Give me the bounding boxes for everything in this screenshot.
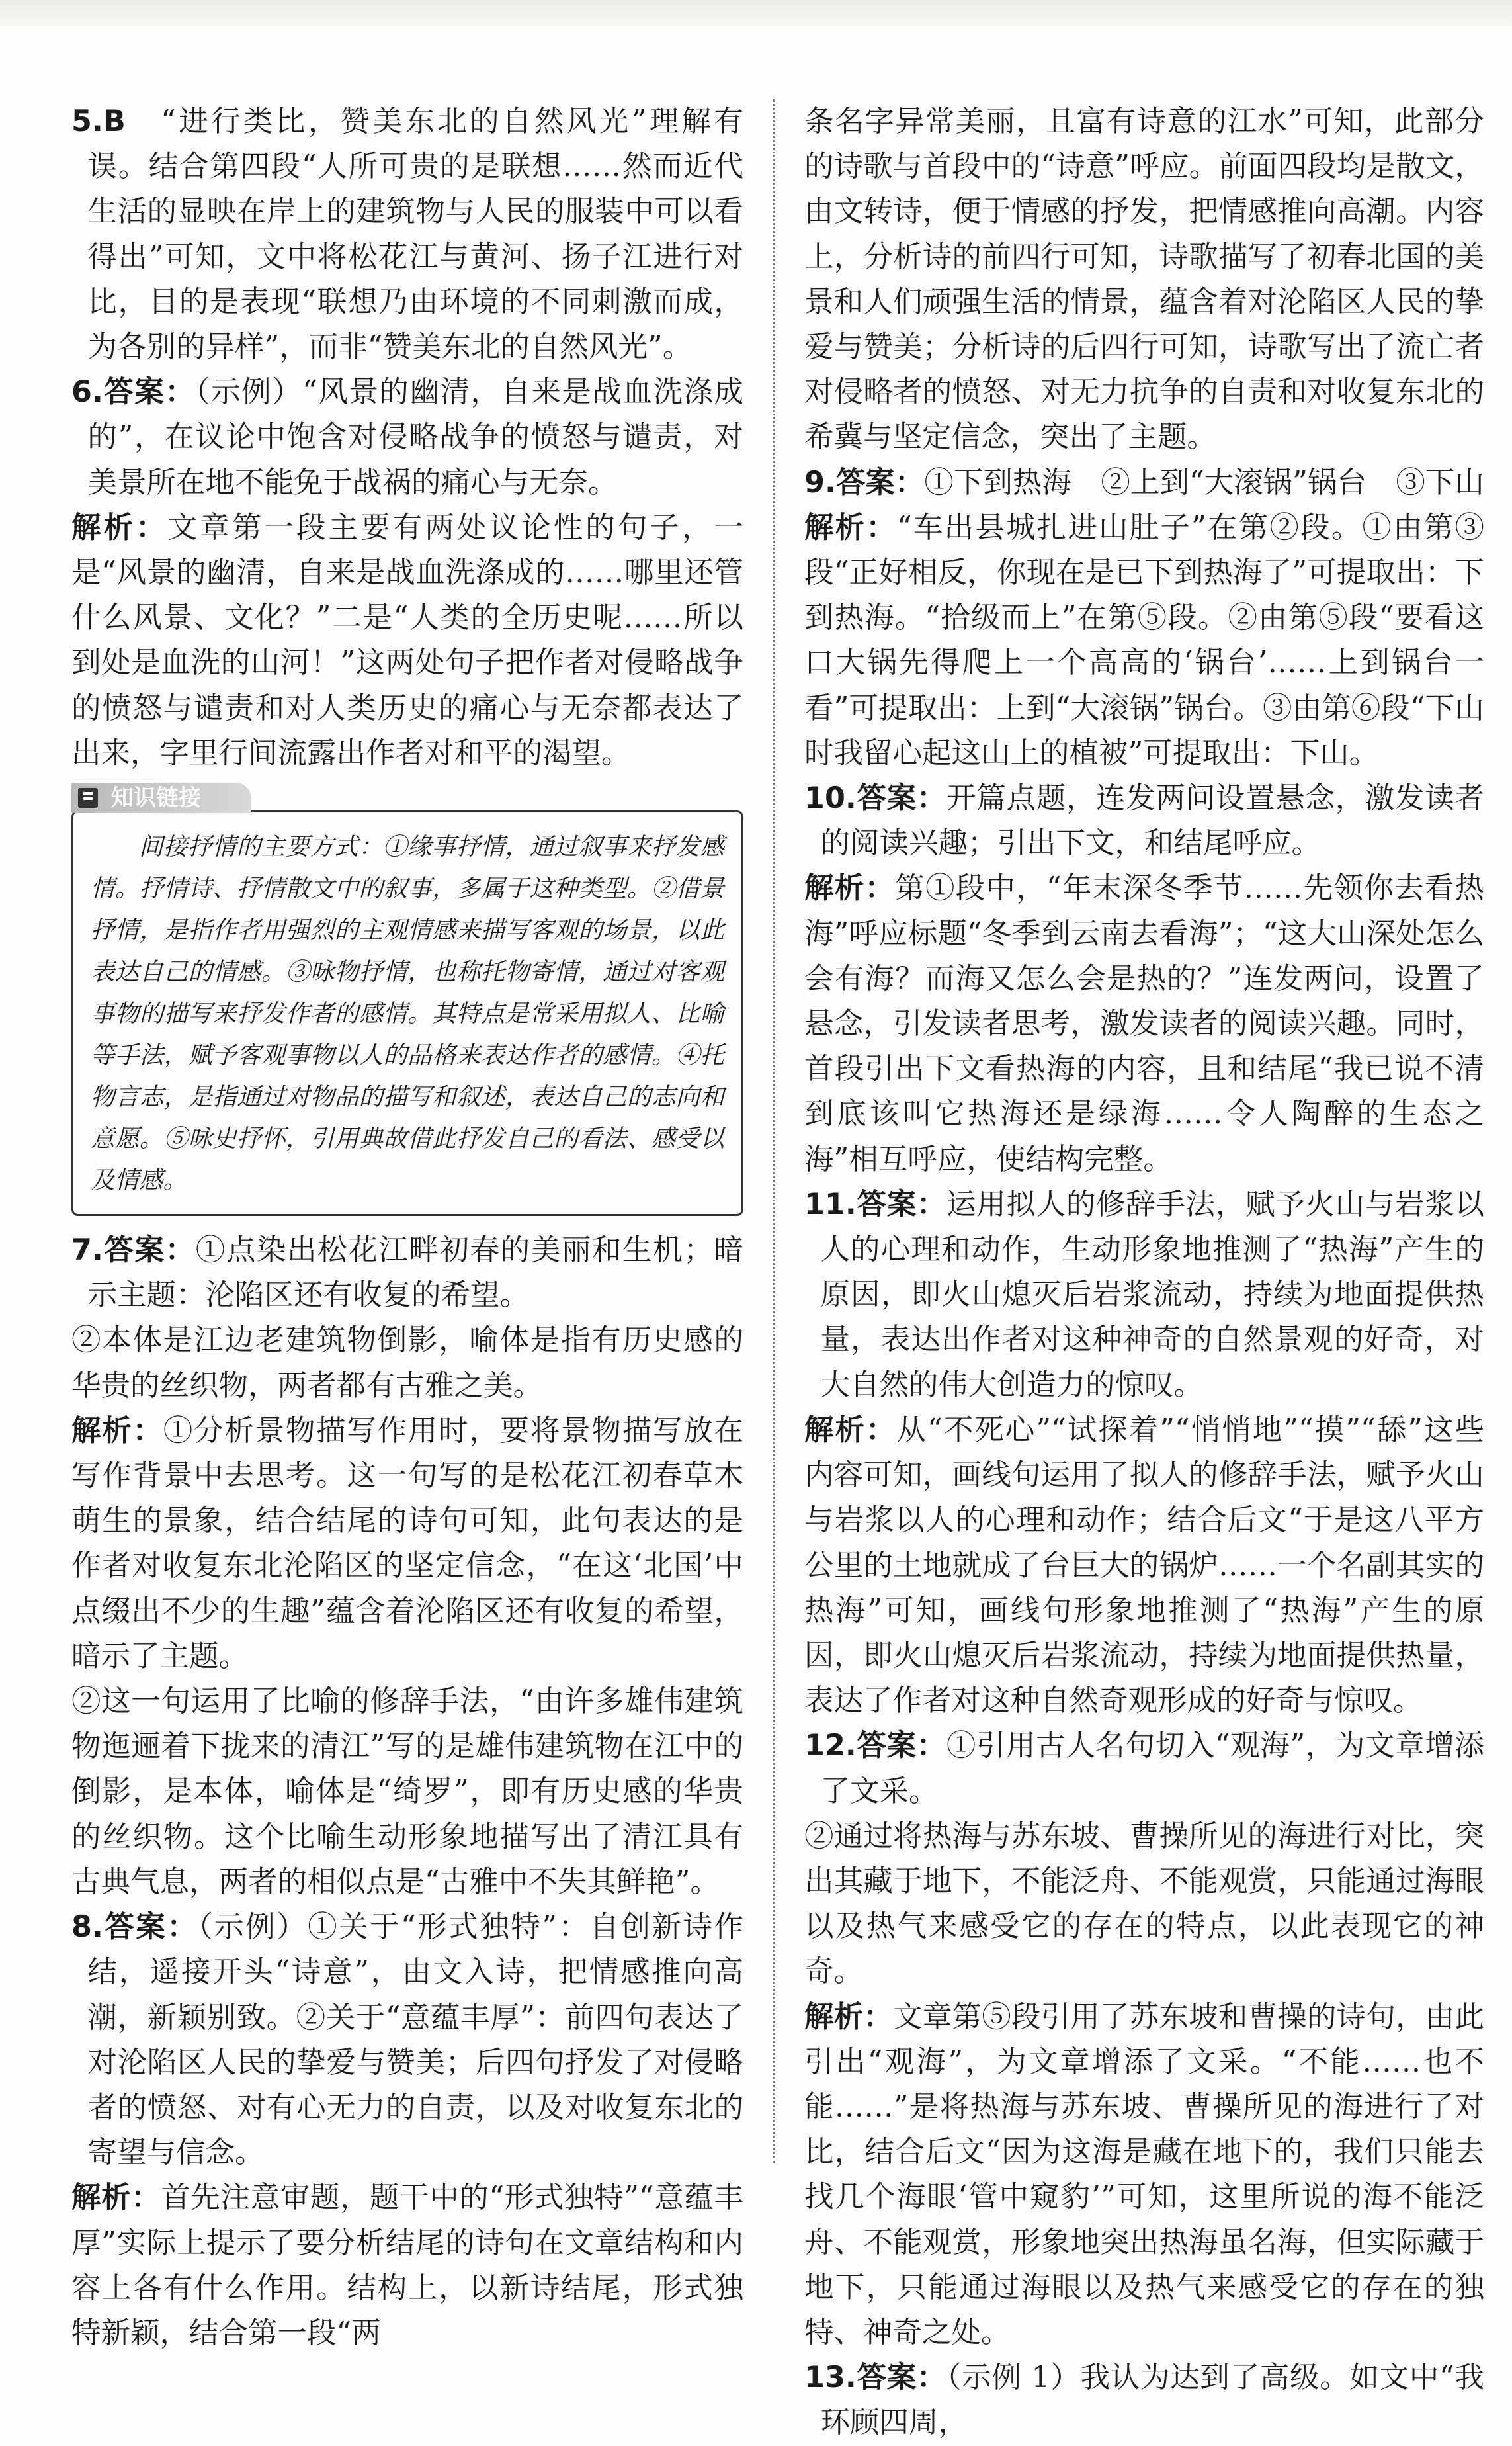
- analysis-7-part2: ②这一句运用了比喻的修辞手法，“由许多雄伟建筑物迤逦着下拢来的清江”写的是雄伟建筑物在江中的倒影，是本体，喻体是“绮罗”，即有历史感的华贵的丝织物。这个比喻生动形象地描写出了清江具有古典气息，两者的相似点是“古雅中不失其鲜艳”。: [71, 1684, 743, 1899]
- analysis-8-continued: 条名字异常美丽，且富有诗意的江水”可知，此部分的诗歌与首段中的“诗意”呼应。前面四段均是散文，由文转诗，便于情感的抒发，把情感推向高潮。内容上，分析诗的前四行可知，诗歌描写了初春北国的美景和人们顽强生活的情景，蕴含着对沦陷区人民的挚爱与赞美；分析诗的后四行可知，诗歌写出了流亡者对侵略者的愤怒、对无力抗争的自责和对收复东北的希冀与坚定信念，突出了主题。: [804, 105, 1484, 455]
- analysis-text: 首先注意审题，题干中的“形式独特”“意蕴丰厚”实际上提示了要分析结尾的诗句在文章结构和内容上各有什么作用。结构上，以新诗结尾，形式独特新颖，结合第一段“两: [71, 2181, 743, 2350]
- item-text: “进行类比，赞美东北的自然风光”理解有误。结合第四段“人所可贵的是联想……然而近代生活的显映在岸上的建筑物与人民的服装中可以看得出”可知，文中将松花江与黄河、扬子江进行对比，目的是表现“联想乃由环境的不同刺激而成，为各别的异样”，而非“赞美东北的自然风光”。: [87, 105, 743, 365]
- analysis-tag: 解析：: [804, 510, 898, 545]
- right-column: [804, 99, 1484, 2446]
- answer-item-8: [71, 1905, 743, 2175]
- item-number: 11.: [804, 1187, 857, 1221]
- answer-item-5: [71, 99, 743, 370]
- answer-text: （示例）“风景的幽清，自来是战血洗涤成的”，在议论中饱含对侵略战争的愤怒与谴责，对美景所在地不能免于战祸的痛心与无奈。: [87, 375, 743, 500]
- item-number: 9.: [804, 465, 836, 500]
- item-number: 5.: [71, 105, 103, 138]
- answer-tag: 答案：: [856, 2361, 947, 2395]
- answer-text: 运用拟人的修辞手法，赋予火山与岩浆以人的心理和动作，生动形象地推测了“热海”产生的原因，即火山熄灭后岩浆流动，持续为地面提供热量，表达出作者对这种神奇的自然景观的好奇，对大自然的伟大创造力的惊叹。: [820, 1187, 1484, 1402]
- answer-tag: 答案：: [103, 375, 196, 410]
- item-number: 13.: [804, 2361, 857, 2395]
- answer-item-10: [804, 776, 1484, 866]
- answer-tag: 答案：: [856, 1729, 946, 1763]
- analysis-text: ①分析景物描写作用时，要将景物描写放在写作背景中去思考。这一句写的是松花江初春草木萌生的景象，结合结尾的诗句可知，此句表达的是作者对收复东北沦陷区的坚定信念，“在这‘北国’中点缀出不少的生趣”蕴含着沦陷区还有收复的希望，暗示了主题。: [71, 1413, 743, 1673]
- choice-answer: B: [103, 105, 126, 138]
- top-scan-band: [0, 0, 1512, 26]
- analysis-text: 第①段中，“年末深冬季节……先领你去看热海”呼应标题“冬季到云南去看海”；“这大山深处怎么会有海？而海又怎么会是热的？”连发两问，设置了悬念，引发读者思考，激发读者的阅读兴趣。同时，首段引出下文看热海的内容，且和结尾“我已说不清到底该叫它热海还是绿海……令人陶醉的生态之海”相互呼应，使结构完整。: [804, 871, 1484, 1176]
- item-number: 7.: [71, 1233, 103, 1268]
- answer-item-11: [804, 1182, 1484, 1408]
- analysis-text: 文章第一段主要有两处议论性的句子，一是“风景的幽清，自来是战血洗涤成的……哪里还管什么风景、文化？”二是“人类的全历史呢……所以到处是血洗的山河！”这两处句子把作者对侵略战争的愤怒与谴责和对人类历史的痛心与无奈都表达了出来，字里行间流露出作者对和平的渴望。: [71, 510, 743, 770]
- item-number: 8.: [71, 1910, 103, 1944]
- analysis-tag: 解析：: [804, 1999, 894, 2034]
- knowledge-content: [71, 810, 743, 1216]
- answer-text: ①引用古人名句切入“观海”，为文章增添了文采。: [820, 1729, 1484, 1808]
- answer-text: 开篇点题，连发两问设置悬念，激发读者的阅读兴趣；引出下文，和结尾呼应。: [820, 781, 1484, 861]
- answer-tag: 答案：: [856, 1187, 947, 1221]
- analysis-tag: 解析：: [71, 510, 168, 545]
- answer-text: （示例 1）我认为达到了高级。如文中“我环顾四周，: [820, 2361, 1484, 2440]
- analysis-12: [804, 1995, 1484, 2356]
- analysis-tag: 解析：: [71, 1413, 163, 1448]
- column-divider: [773, 99, 775, 2163]
- item-number: 6.: [71, 375, 103, 410]
- analysis-tag: 解析：: [804, 871, 896, 906]
- analysis-text: 从“不死心”“试探着”“悄悄地”“摸”“舔”这些内容可知，画线句运用了拟人的修辞手法，赋予火山与岩浆以人的心理和动作；结合后文“于是这八平方公里的土地就成了台巨大的锅炉……一个名副其实的热海”可知，画线句形象地推测了“热海”产生的原因，即火山熄灭后岩浆流动，持续为地面提供热量，表达了作者对这种自然奇观形成的好奇与惊叹。: [804, 1413, 1484, 1718]
- answer-text: ①下到热海 ②上到“大滚锅”锅台 ③下山: [924, 465, 1484, 500]
- answer-tag: 答案：: [856, 781, 947, 816]
- knowledge-label: [71, 783, 251, 813]
- answer-item-9: [804, 460, 1484, 505]
- analysis-tag: 解析：: [71, 2181, 161, 2215]
- answer-7-part2: ②本体是江边老建筑物倒影，喻体是指有历史感的华贵的丝织物，两者都有古雅之美。: [71, 1323, 743, 1403]
- answer-12-part2: ②通过将热海与苏东坡、曹操所见的海进行对比，突出其藏于地下，不能泛舟、不能观赏，只能通过海眼以及热气来感受它的存在的特点，以此表现它的神奇。: [804, 1819, 1484, 1989]
- answer-item-12: [804, 1724, 1484, 1813]
- analysis-7: [71, 1409, 743, 1679]
- item-number: 10.: [804, 781, 857, 816]
- answer-tag: 答案：: [103, 1233, 196, 1268]
- knowledge-text: 间接抒情的主要方式：①缘事抒情，通过叙事来抒发感情。抒情诗、抒情散文中的叙事，多属于这种类型。②借景抒情，是指作者用强烈的主观情感来描写客观的场景，以此表达自己的情感。③咏物抒情，也称托物寄情，通过对客观事物的描写来抒发作者的感情。其特点是常采用拟人、比喻等手法，赋予客观事物以人的品格来表达作者的感情。④托物言志，是指通过对物品的描写和叙述，表达自己的志向和意愿。⑤咏史抒怀，引用典故借此抒发自己的看法、感受以及情感。: [91, 832, 724, 1195]
- analysis-text: 文章第⑤段引用了苏东坡和曹操的诗句，由此引出“观海”，为文章增添了文采。“不能……也不能……”是将热海与苏东坡、曹操所见的海进行了对比，结合后文“因为这海是藏在地下的，我们只能去找几个海眼‘管中窥豹’”可知，这里所说的海不能泛舟、不能观赏，形象地突出热海虽名海，但实际藏于地下，只能通过海眼以及热气来感受它的存在的独特、神奇之处。: [804, 1999, 1484, 2349]
- answer-tag: 答案：: [835, 465, 925, 500]
- book-icon: [78, 788, 98, 808]
- answer-tag: 答案：: [103, 1910, 198, 1944]
- answer-item-7: [71, 1228, 743, 1318]
- analysis-6: [71, 505, 743, 776]
- knowledge-link-box: [71, 783, 743, 1216]
- answer-text: ①点染出松花江畔初春的美丽和生机；暗示主题：沦陷区还有收复的希望。: [87, 1233, 743, 1313]
- item-number: 12.: [804, 1729, 857, 1763]
- answer-text: （示例）①关于“形式独特”：自创新诗作结，遥接开头“诗意”，由文入诗，把情感推向高潮，新颖别致。②关于“意蕴丰厚”：前四句表达了对沦陷区人民的挚爱与赞美；后四句抒发了对侵略者的愤怒、对有心无力的自责，以及对收复东北的寄望与信念。: [87, 1910, 743, 2170]
- answer-item-13: [804, 2355, 1484, 2445]
- analysis-11: [804, 1408, 1484, 1724]
- analysis-text: “车出县城扎进山肚子”在第②段。①由第③段“正好相反，你现在是已下到热海了”可提取出：下到热海。“拾级而上”在第⑤段。②由第⑤段“要看这口大锅先得爬上一个高高的‘锅台’……上到锅台一看”可提取出：上到“大滚锅”锅台。③由第⑥段“下山时我留心起这山上的植被”可提取出：下山。: [804, 510, 1484, 770]
- analysis-10: [804, 866, 1484, 1182]
- analysis-8: [71, 2175, 743, 2356]
- left-column: [71, 99, 743, 2356]
- analysis-tag: 解析：: [804, 1413, 897, 1447]
- knowledge-label-text: 知识链接: [111, 785, 201, 812]
- answer-item-6: [71, 370, 743, 505]
- analysis-9: [804, 505, 1484, 776]
